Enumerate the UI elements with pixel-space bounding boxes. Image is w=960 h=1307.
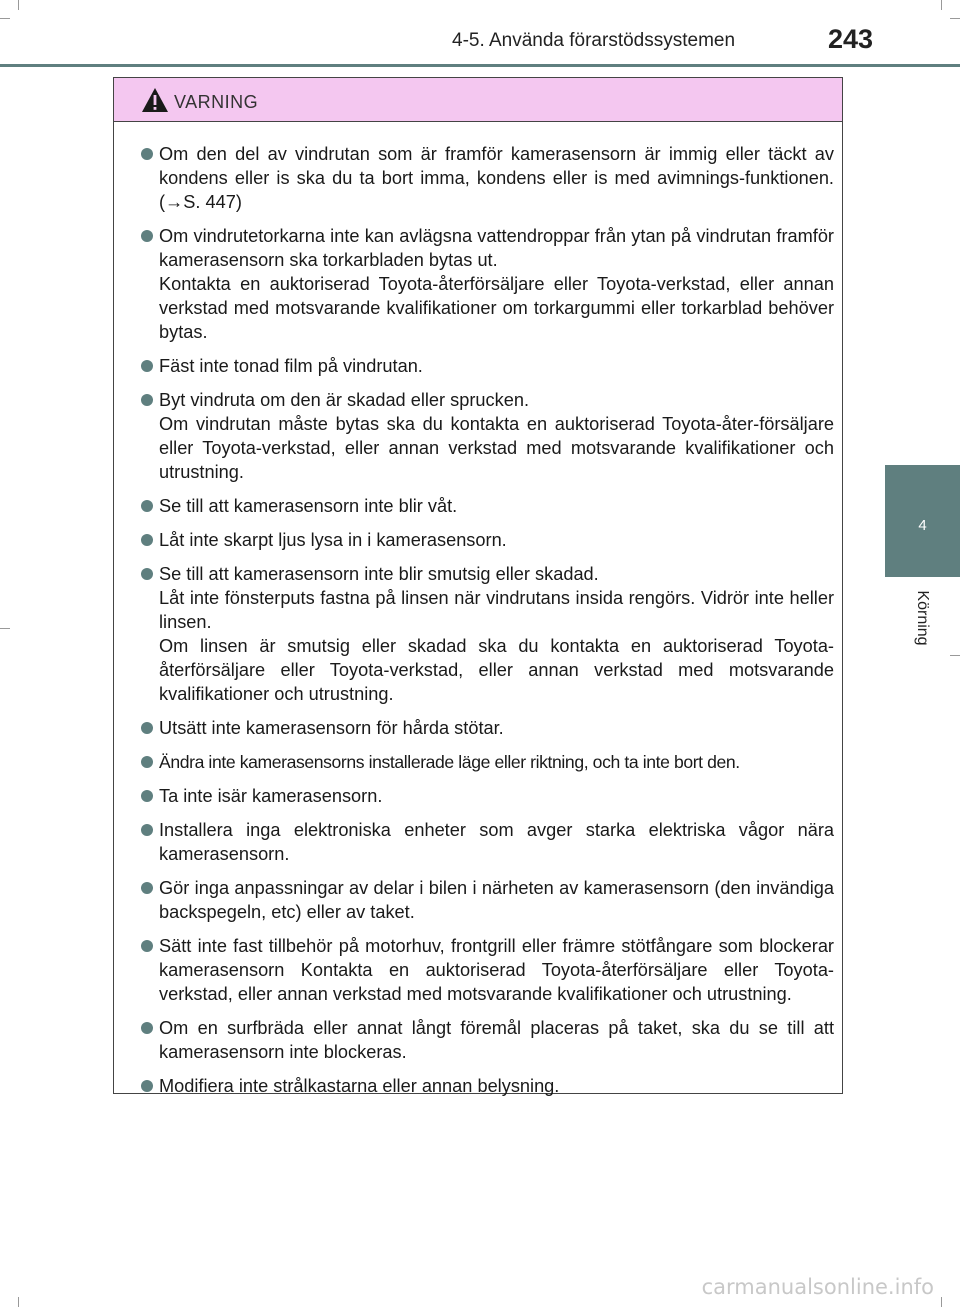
warning-paragraph: Ändra inte kamerasensorns installerade läge eller riktning, och ta inte bort den. — [159, 752, 740, 772]
running-header: 4-5. Använda förarstödssystemen — [452, 30, 736, 51]
crop-mark — [941, 0, 942, 10]
warning-item — [140, 750, 834, 774]
bullet-icon — [141, 824, 153, 836]
warning-paragraph: Se till att kamerasensorn inte blir smutsig eller skadad. — [159, 564, 599, 584]
warning-paragraph: Om vindrutetorkarna inte kan avlägsna vattendroppar från ytan på vindrutan framför kamerasensorn ska torkarbladen bytas ut. — [159, 226, 834, 270]
bullet-icon — [141, 1022, 153, 1034]
bullet-icon — [141, 360, 153, 372]
bullet-icon — [141, 230, 153, 242]
warning-paragraph: Om en surfbräda eller annat långt föremål placeras på taket, ska du se till att kamerasensorn inte blockeras. — [159, 1018, 834, 1062]
warning-list — [114, 122, 842, 1098]
bullet-icon — [141, 1080, 153, 1092]
warning-item — [140, 528, 834, 552]
crop-mark — [18, 0, 19, 10]
warning-item — [140, 224, 834, 344]
crop-mark — [950, 18, 960, 19]
crop-mark — [950, 655, 960, 656]
header-rule — [0, 64, 960, 67]
warning-header — [114, 78, 842, 122]
bullet-icon — [141, 790, 153, 802]
warning-item — [140, 494, 834, 518]
warning-item — [140, 388, 834, 484]
warning-item — [140, 716, 834, 740]
warning-item — [140, 562, 834, 706]
bullet-icon — [141, 148, 153, 160]
warning-item — [140, 142, 834, 214]
warning-paragraph: Se till att kamerasensorn inte blir våt. — [159, 496, 458, 516]
warning-paragraph: Fäst inte tonad film på vindrutan. — [159, 356, 423, 376]
warning-paragraph: Sätt inte fast tillbehör på motorhuv, frontgrill eller främre stötfångare som blockerar kamerasensorn Kontakta en auktoriserad Toyota-återförsäljare eller Toyota-verkstad, eller annan verkstad med motsvarande kvalifikationer och utrustning. — [159, 936, 834, 1004]
warning-item — [140, 934, 834, 1006]
bullet-icon — [141, 756, 153, 768]
chapter-label: Körning — [914, 590, 931, 646]
page-number: 243 — [828, 24, 874, 54]
warning-paragraph: Installera inga elektroniska enheter som avger starka elektriska vågor nära kamerasensorn. — [159, 820, 834, 864]
bullet-icon — [141, 500, 153, 512]
bullet-icon — [141, 940, 153, 952]
bullet-icon — [141, 534, 153, 546]
crop-mark — [941, 1297, 942, 1307]
warning-title: VARNING — [174, 92, 259, 112]
crop-mark — [0, 18, 10, 19]
bullet-icon — [141, 568, 153, 580]
warning-paragraph: Utsätt inte kamerasensorn för hårda stötar. — [159, 718, 504, 738]
warning-item — [140, 354, 834, 378]
warning-box — [113, 77, 843, 1094]
bullet-icon — [141, 722, 153, 734]
warning-item — [140, 818, 834, 866]
warning-paragraph: Byt vindruta om den är skadad eller sprucken. — [159, 390, 530, 410]
warning-paragraph: Gör inga anpassningar av delar i bilen i närheten av kamerasensorn (den invändiga backspegeln, etc) eller av taket. — [159, 878, 834, 922]
warning-paragraph: Låt inte fönsterputs fastna på linsen när vindrutans insida rengörs. Vidrör inte heller linsen. — [159, 588, 834, 632]
warning-paragraph: Modifiera inte strålkastarna eller annan belysning. — [159, 1076, 560, 1096]
warning-triangle-icon — [141, 87, 169, 113]
warning-paragraph: Låt inte skarpt ljus lysa in i kamerasensorn. — [159, 530, 507, 550]
warning-item — [140, 876, 834, 924]
warning-paragraph: Ta inte isär kamerasensorn. — [159, 786, 383, 806]
bullet-icon — [141, 394, 153, 406]
warning-paragraph: Om vindrutan måste bytas ska du kontakta en auktoriserad Toyota-åter-försäljare eller Toyota-verkstad, eller annan verkstad med motsvarande kvalifikationer och utrustning. — [159, 414, 834, 482]
warning-paragraph: Om linsen är smutsig eller skadad ska du kontakta en auktoriserad Toyota-återförsäljare eller Toyota-verkstad, eller annan verkstad med motsvarande kvalifikationer och utrustning. — [159, 636, 834, 704]
chapter-number: 4 — [918, 517, 927, 534]
warning-item — [140, 1016, 834, 1064]
warning-item — [140, 784, 834, 808]
warning-paragraph: Om den del av vindrutan som är framför kamerasensorn är immig eller täckt av kondens eller is ska du ta bort imma, kondens eller is med avimnings-funktionen. (→S. 447) — [159, 144, 834, 212]
watermark-text: carmanualsonline.info — [701, 1275, 934, 1299]
bullet-icon — [141, 882, 153, 894]
warning-paragraph: Kontakta en auktoriserad Toyota-återförsäljare eller Toyota-verkstad, eller annan verkstad med motsvarande kvalifikationer om torkargummi eller torkarblad behöver bytas. — [159, 274, 834, 342]
crop-mark — [0, 628, 10, 629]
chapter-tab[interactable] — [885, 465, 960, 577]
warning-item — [140, 1074, 834, 1098]
crop-mark — [18, 1297, 19, 1307]
